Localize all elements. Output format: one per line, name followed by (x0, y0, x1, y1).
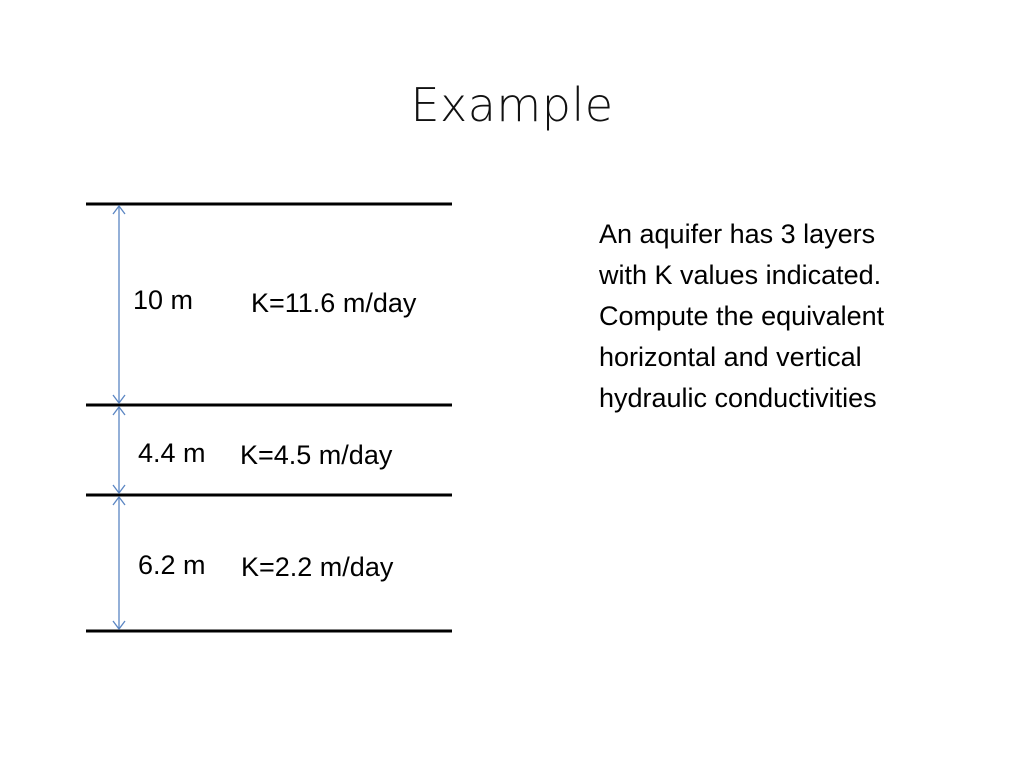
dimension-arrow-layer-1 (113, 206, 125, 403)
problem-statement (599, 214, 999, 419)
layer-3-conductivity: K=2.2 m/day (241, 552, 394, 582)
layer-2-conductivity: K=4.5 m/day (240, 440, 393, 470)
problem-statement-line: An aquifer has 3 layers (599, 219, 876, 249)
dimension-arrow-layer-3 (113, 497, 125, 629)
layer-1-thickness: 10 m (133, 285, 194, 315)
dimension-arrow-layer-2 (113, 407, 125, 493)
problem-statement-line: Compute the equivalent (599, 301, 885, 331)
slide-title: Example (410, 78, 614, 132)
layer-3-thickness: 6.2 m (138, 550, 206, 580)
layer-1-conductivity: K=11.6 m/day (251, 288, 417, 318)
problem-statement-line: with K values indicated. (599, 260, 882, 290)
problem-statement-line: hydraulic conductivities (599, 383, 877, 413)
layer-2-thickness: 4.4 m (138, 438, 206, 468)
problem-statement-line: horizontal and vertical (599, 342, 862, 372)
